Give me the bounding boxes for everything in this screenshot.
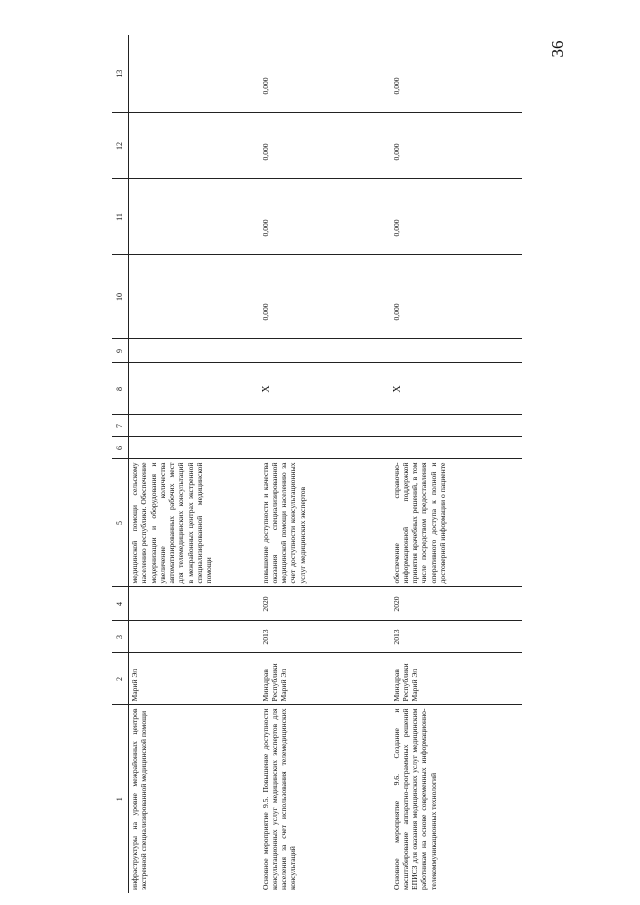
expected-result-cell: медицинской помощи сельскому населению республики. Обеспечение модернизации и оборудования и увеличение количества автоматизированных рабочих мест для телемедицинских консультаций в межрайонных центрах экстренной специализированной медицинской помощи xyxy=(129,459,260,587)
empty-cell xyxy=(129,339,260,363)
header-row xyxy=(112,35,129,893)
value-cell: 0,000 xyxy=(391,35,522,113)
column-header: 4 xyxy=(112,587,129,621)
table-row xyxy=(391,35,522,893)
value-cell: 0,000 xyxy=(260,179,391,255)
start-year-cell: 2013 xyxy=(260,621,391,653)
value-cell: 0,000 xyxy=(391,113,522,179)
empty-cell xyxy=(260,415,391,437)
activity-name-cell: инфраструктуры на уровне межрайонных центров экстренной специализированной медицинской помощи xyxy=(130,708,149,890)
column-header: 13 xyxy=(112,35,129,113)
column-header: 6 xyxy=(112,437,129,459)
column-header: 10 xyxy=(112,255,129,339)
column-header: 8 xyxy=(112,363,129,415)
start-year-cell: 2013 xyxy=(391,621,522,653)
mark-cell: X xyxy=(391,363,522,415)
activity-name-cell: Основное мероприятие 9.5. Повышение доступности консультационных услуг медицинских экспертов для населения за счет использования телемедицинских консультаций xyxy=(260,708,298,890)
table-row xyxy=(129,35,260,893)
empty-cell xyxy=(129,437,260,459)
value-cell: 0,000 xyxy=(260,35,391,113)
empty-cell xyxy=(260,437,391,459)
value-cell xyxy=(129,179,260,255)
empty-cell xyxy=(391,415,522,437)
end-year-cell xyxy=(129,587,260,621)
start-year-cell xyxy=(129,621,260,653)
value-cell: 0,000 xyxy=(391,179,522,255)
value-cell xyxy=(129,35,260,113)
value-cell xyxy=(129,113,260,179)
end-year-cell: 2020 xyxy=(260,587,391,621)
column-header: 2 xyxy=(112,653,129,705)
activity-name-cell: Основное мероприятие 9.6. Создание и масштабирование аппаратно-программных решений ЕПИСЗ для оказания медицинских услуг медицинским работникам на основе современных информационно-телекоммуникационных технологий xyxy=(391,708,438,890)
end-year-cell: 2020 xyxy=(391,587,522,621)
value-cell: 0,000 xyxy=(260,255,391,339)
expected-result-cell: повышение доступности и качества оказания специализированной медицинской помощи населению за счет доступности консультационных услуг медицинских экспертов xyxy=(260,459,391,587)
expected-result-cell: обеспечение справочно-информационной поддержкой принятия врачебных решений, в том числе посредством предоставления оперативного доступа к полной и достоверной информации о пациенте xyxy=(391,459,522,587)
column-header: 7 xyxy=(112,415,129,437)
empty-cell xyxy=(260,339,391,363)
value-cell xyxy=(129,255,260,339)
mark-cell xyxy=(129,363,260,415)
column-header: 1 xyxy=(112,705,129,893)
value-cell: 0,000 xyxy=(260,113,391,179)
column-header: 12 xyxy=(112,113,129,179)
empty-cell xyxy=(129,415,260,437)
rotated-table-container xyxy=(112,35,520,893)
executor-cell: Минздрав Республики Марий Эл xyxy=(260,653,391,705)
column-header: 11 xyxy=(112,179,129,255)
empty-cell xyxy=(391,339,522,363)
column-header: 3 xyxy=(112,621,129,653)
mark-cell: X xyxy=(260,363,391,415)
executor-cell: Марий Эл xyxy=(129,653,260,705)
page-number: 36 xyxy=(548,40,567,58)
value-cell: 0,000 xyxy=(391,255,522,339)
table-row xyxy=(260,35,391,893)
program-activities-table xyxy=(112,35,522,893)
executor-cell: Минздрав Республики Марий Эл xyxy=(391,653,522,705)
column-header: 5 xyxy=(112,459,129,587)
empty-cell xyxy=(391,437,522,459)
column-header: 9 xyxy=(112,339,129,363)
